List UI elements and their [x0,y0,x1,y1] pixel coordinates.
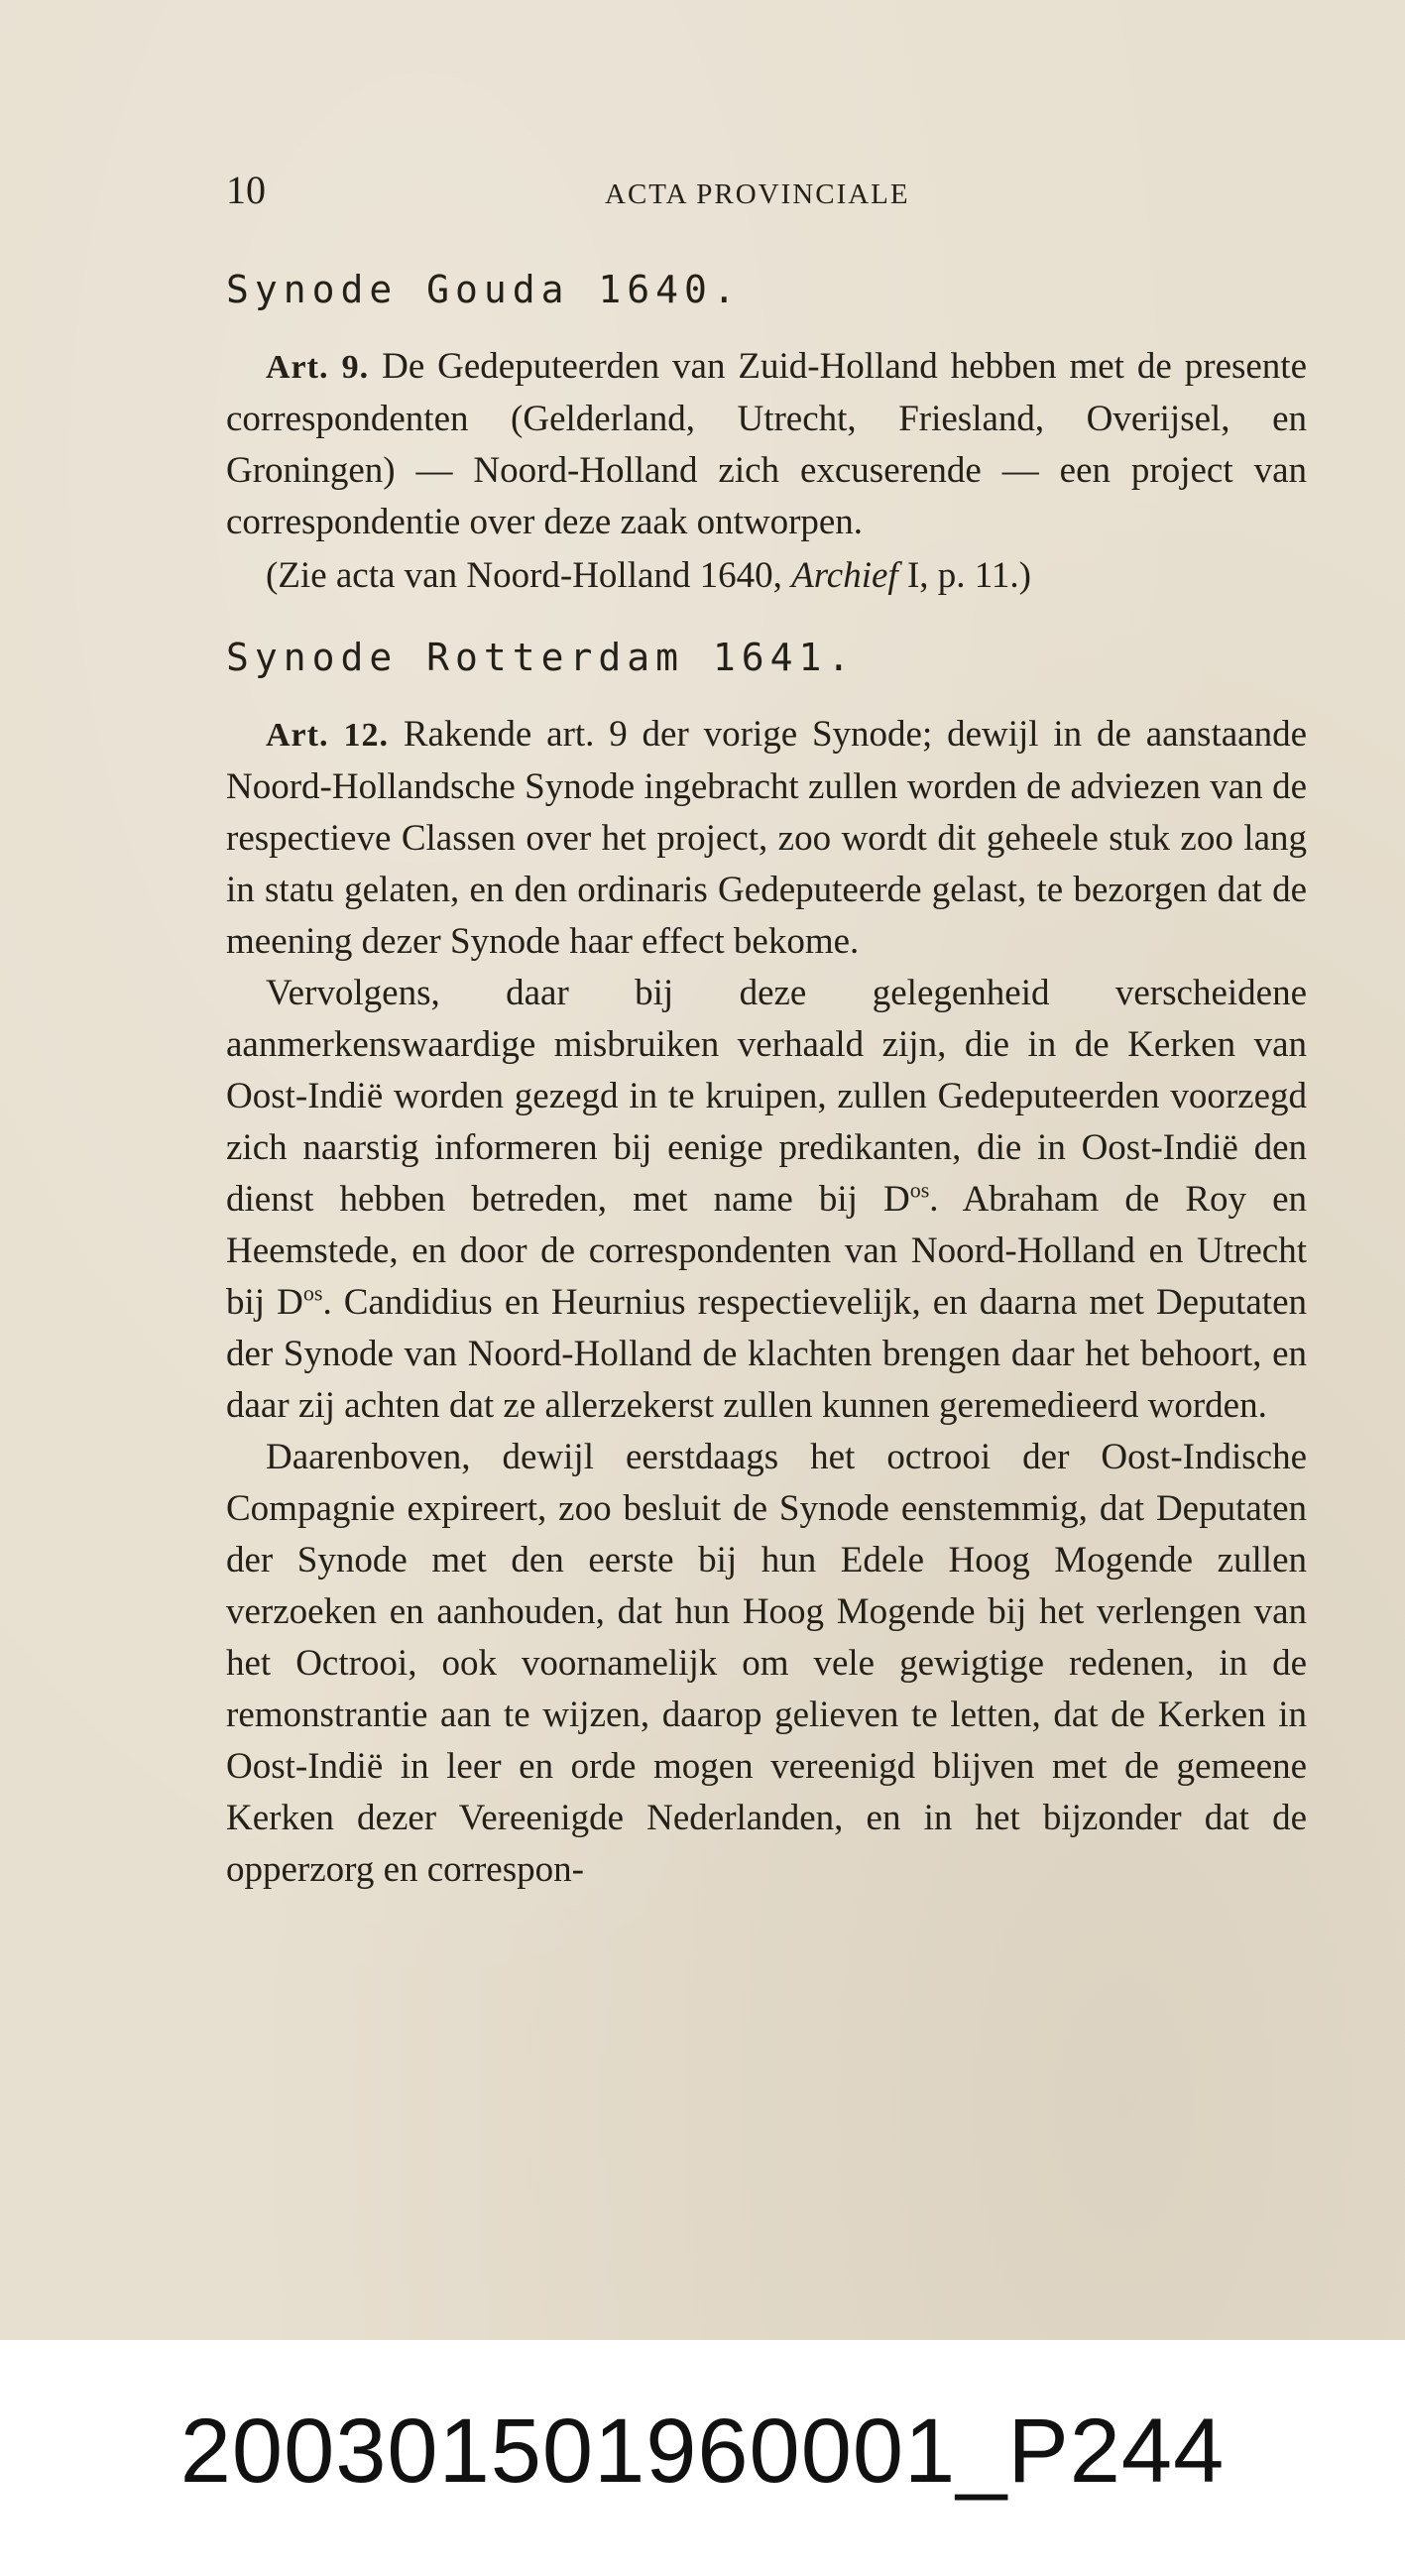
article-label: Art. 12. [266,717,390,754]
article-text: Rakende art. 9 der vorige Synode; dewijl in de aanstaande Noord-Hollandsche Synode ingebracht zullen worden de adviezen van de respectieve Classen over het project, zoo wordt dit geheele stuk zoo lang in statu gelaten, en den ordinaris Gedeputeerde gelast, te bezorgen dat de meening dezer Synode haar effect bekome. [226,714,1308,962]
scan-identifier: 200301501960001_P244 [179,2400,1226,2502]
note-text-end: I, p. 11.) [897,555,1031,596]
paragraph-text: Vervolgens, daar bij deze gelegenheid verscheidene aanmerkenswaardige misbruiken verhaald zijn, die in de Kerken van Oost-Indië worden gezegd in te kruipen, zullen Gedeputeerden voorzegd zich naarstig informeren bij eenige predikanten, die in Oost-Indië den dienst hebben betreden, met name bij D [226,973,1307,1220]
article-label: Art. 9. [266,349,370,386]
page-header [0,167,1405,216]
reference-note [226,550,1307,602]
article-text: De Gedeputeerden van Zuid-Holland hebben met de presente correspondenten (Gelderland, Utrecht, Friesland, Overijsel, en Groningen) — Noord-Holland zich excuserende — een project van correspondentie over deze zaak ontworpen. [226,346,1308,542]
page-number: 10 [226,168,266,212]
article-9-paragraph [226,341,1307,548]
paragraph-daarenboven: Daarenboven, dewijl eerstdaags het octrooi der Oost-Indische Compagnie expireert, zoo besluit de Synode eenstemmig, dat Deputaten der Synode met den eerste bij hun Edele Hoog Mogende zullen verzoeken en aanhouden, dat hun Hoog Mogende bij het verlengen van het Octrooi, ook voornamelijk om vele gewigtige redenen, in de remonstrantie aan te wijzen, daarop gelieven te letten, dat de Kerken in Oost-Indië in leer en orde mogen vereenigd blijven met de gemeene Kerken dezer Vereenigde Nederlanden, en in het bijzonder dat de opperzorg en correspon- [226,1437,1307,1890]
paragraph-text: . Candidius en Heurnius respectievelijk, en daarna met Deputaten der Synode van Noord-Holland de klachten brengen daar het behoort, en daar zij achten dat ze allerzekerst zullen kunnen geremedieerd worden. [226,1282,1307,1426]
note-text: (Zie acta van Noord-Holland 1640, [266,555,792,596]
running-head: ACTA PROVINCIALE [605,178,910,210]
section-heading-gouda: Synode Gouda 1640. [226,268,742,311]
paragraph-vervolgens [226,968,1307,1432]
paragraph-text: . Abraham de Roy en Heemstede, en door de correspondenten van Noord-Holland en Utrecht bij D [226,1179,1307,1323]
article-12-paragraph [226,709,1307,968]
superscript: os [909,1177,930,1203]
section-heading-rotterdam: Synode Rotterdam 1641. [226,636,857,679]
body-text [226,262,1307,1896]
note-italic-word: Archief [791,555,898,596]
superscript: os [302,1280,323,1306]
